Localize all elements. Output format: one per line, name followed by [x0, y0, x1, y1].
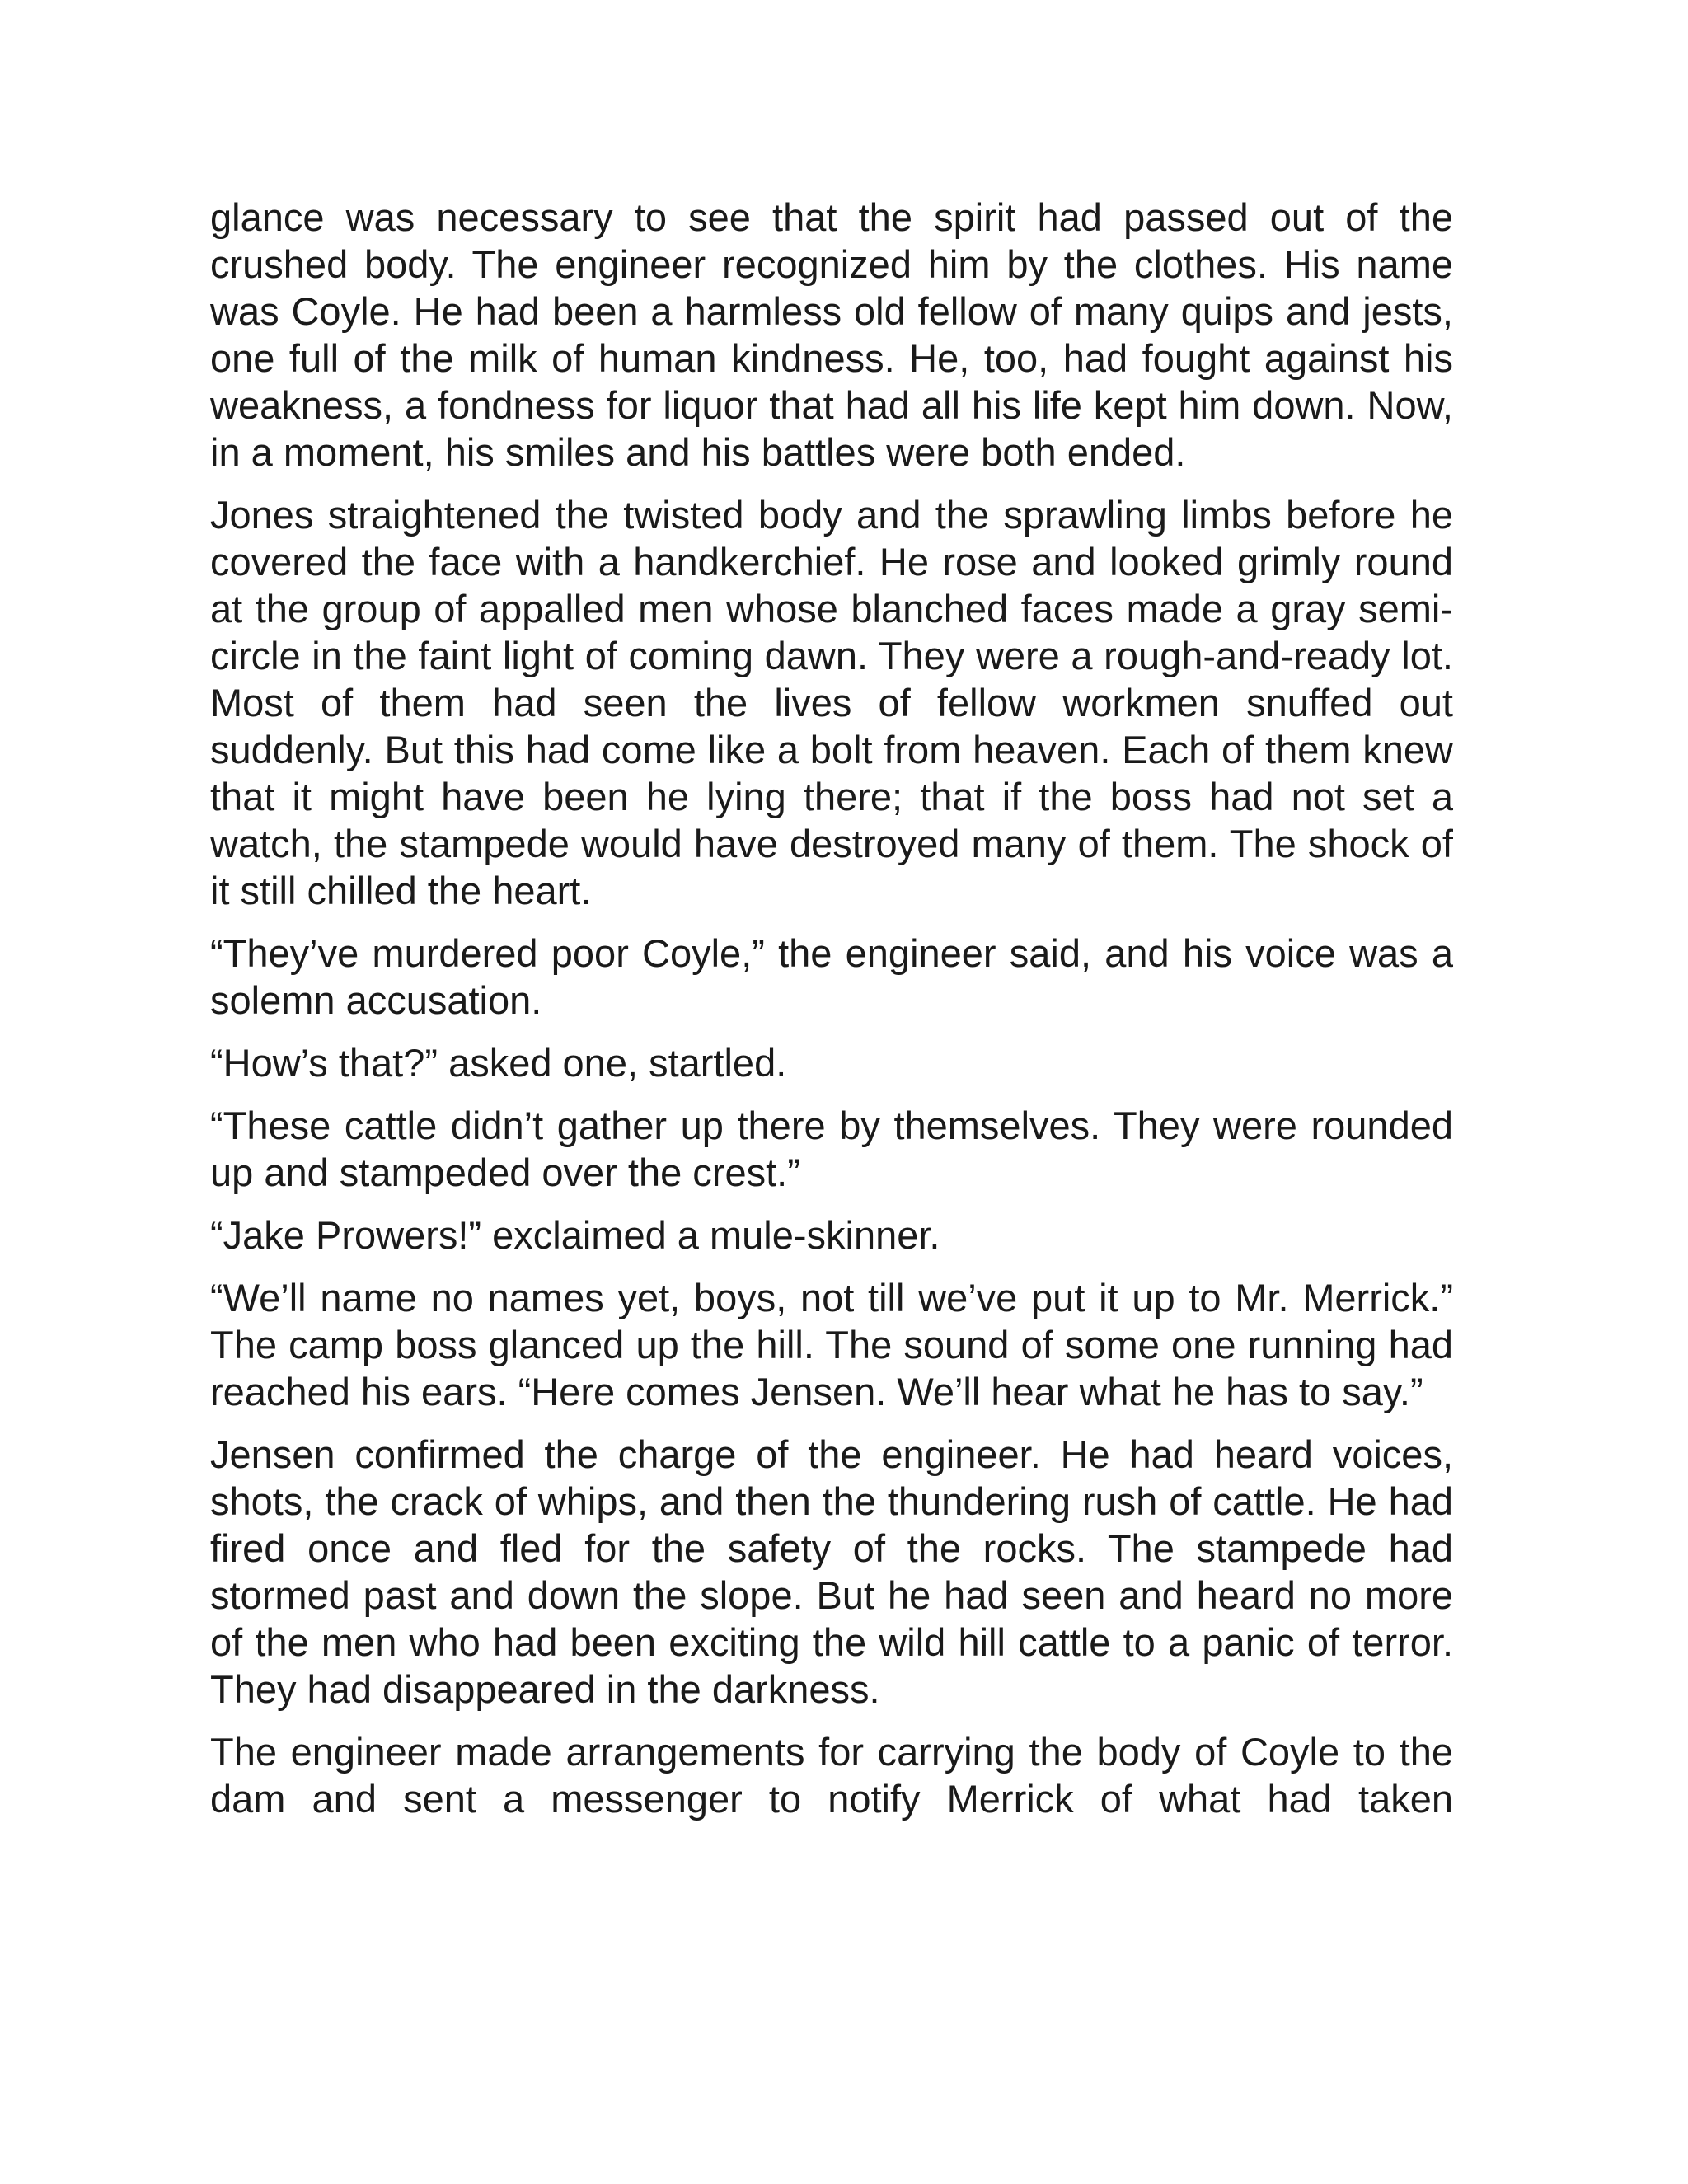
- paragraph-6: “Jake Prowers!” exclaimed a mule-skinner.: [210, 1213, 940, 1257]
- paragraph-4: “How’s that?” asked one, startled.: [210, 1041, 787, 1085]
- book-page-text: [210, 194, 1453, 1838]
- paragraph-3: “They’ve murdered poor Coyle,” the engineer said, and his voice was a solemn accusation.: [210, 931, 1453, 1022]
- paragraph-1: glance was necessary to see that the spirit had passed out of the crushed body. The engineer recognized him by the clothes. His name was Coyle. He had been a harmless old fellow of many quips and jests, one full of the milk of human kindness. He, too, had fought against his weakness, a fondness for liquor that had all his life kept him down. Now, in a moment, his smiles and his battles were both ended.: [210, 195, 1453, 474]
- paragraph-5: “These cattle didn’t gather up there by themselves. They were rounded up and stampeded over the crest.”: [210, 1104, 1453, 1194]
- paragraph-7: “We’ll name no names yet, boys, not till we’ve put it up to Mr. Merrick.” The camp boss glanced up the hill. The sound of some one running had reached his ears. “Here comes Jensen. We’ll hear what he has to say.”: [210, 1276, 1453, 1413]
- paragraph-8: Jensen confirmed the charge of the engineer. He had heard voices, shots, the crack of whips, and then the thundering rush of cattle. He had fired once and fled for the safety of the rocks. The stampede had stormed past and down the slope. But he had seen and heard no more of the men who had been exciting the wild hill cattle to a panic of terror. They had disappeared in the darkness.: [210, 1432, 1453, 1711]
- paragraph-2: Jones straightened the twisted body and the sprawling limbs before he covered the face with a handkerchief. He rose and looked grimly round at the group of appalled men whose blanched faces made a gray semi-circle in the faint light of coming dawn. They were a rough-and-ready lot. Most of them had seen the lives of fellow workmen snuffed out suddenly. But this had come like a bolt from heaven. Each of them knew that it might have been he lying there; that if the boss had not set a watch, the stampede would have destroyed many of them. The shock of it still chilled the heart.: [210, 493, 1453, 912]
- paragraph-9: The engineer made arrangements for carrying the body of Coyle to the dam and sent a messenger to notify Merrick of what had taken: [210, 1730, 1453, 1821]
